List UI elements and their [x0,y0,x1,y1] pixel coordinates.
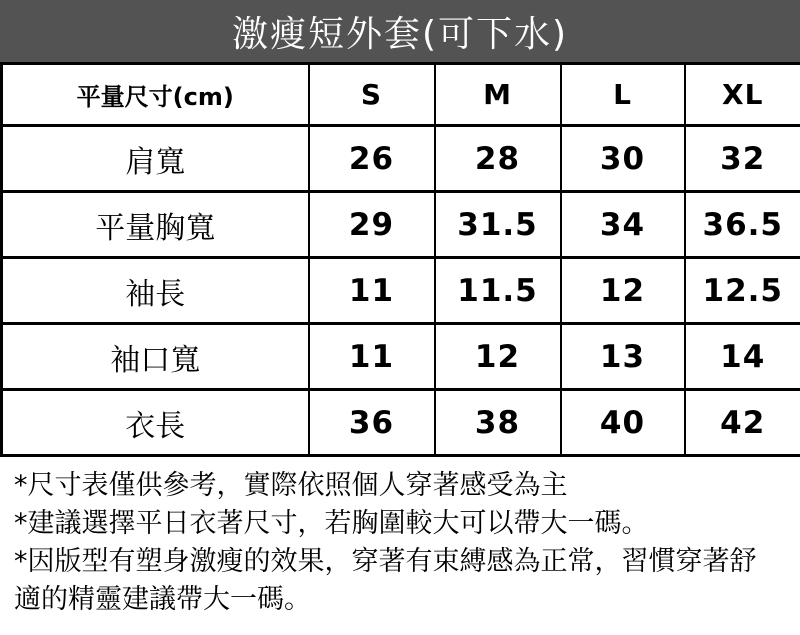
cell-value: 31.5 [435,192,561,258]
footnote-1: *尺寸表僅供參考，實際依照個人穿著感受為主 [14,470,568,501]
table-row [2,324,800,390]
cell-value: 32 [685,126,800,192]
row-label-garment-length: 衣長 [2,390,309,456]
cell-value: 30 [561,126,685,192]
cell-value: 11 [309,258,435,324]
cell-value: 12.5 [685,258,800,324]
row-label-shoulder-width: 肩寬 [2,126,309,192]
header-size-m: M [435,64,561,126]
title-bar [0,0,800,62]
measure-unit: (cm) [172,83,234,111]
cell-value: 28 [435,126,561,192]
row-label-cuff-width: 袖口寬 [2,324,309,390]
row-label-sleeve-length: 袖長 [2,258,309,324]
page-title: 激瘦短外套(可下水) [231,13,569,55]
footnote-3: *因版型有塑身激瘦的效果，穿著有束縛感為正常，習慣穿著舒適的精靈建議帶大一碼。 [14,546,757,615]
footnote-2: *建議選擇平日衣著尺寸，若胸圍較大可以帶大一碼。 [14,508,649,539]
table-row [2,258,800,324]
row-label-chest-width: 平量胸寬 [2,192,309,258]
cell-value: 12 [435,324,561,390]
cell-value: 26 [309,126,435,192]
table-row [2,192,800,258]
table-header-row [2,64,800,126]
table-row [2,126,800,192]
header-size-l: L [561,64,685,126]
cell-value: 29 [309,192,435,258]
cell-value: 11.5 [435,258,561,324]
cell-value: 42 [685,390,800,456]
measure-label: 平量尺寸 [76,83,173,111]
cell-value: 36 [309,390,435,456]
footnotes [0,457,800,619]
cell-value: 12 [561,258,685,324]
table-row [2,390,800,456]
cell-value: 38 [435,390,561,456]
header-size-s: S [309,64,435,126]
cell-value: 11 [309,324,435,390]
header-measure-cell [2,64,309,126]
cell-value: 40 [561,390,685,456]
cell-value: 34 [561,192,685,258]
cell-value: 13 [561,324,685,390]
header-size-xl: XL [685,64,800,126]
cell-value: 36.5 [685,192,800,258]
cell-value: 14 [685,324,800,390]
size-chart-table [0,62,800,457]
